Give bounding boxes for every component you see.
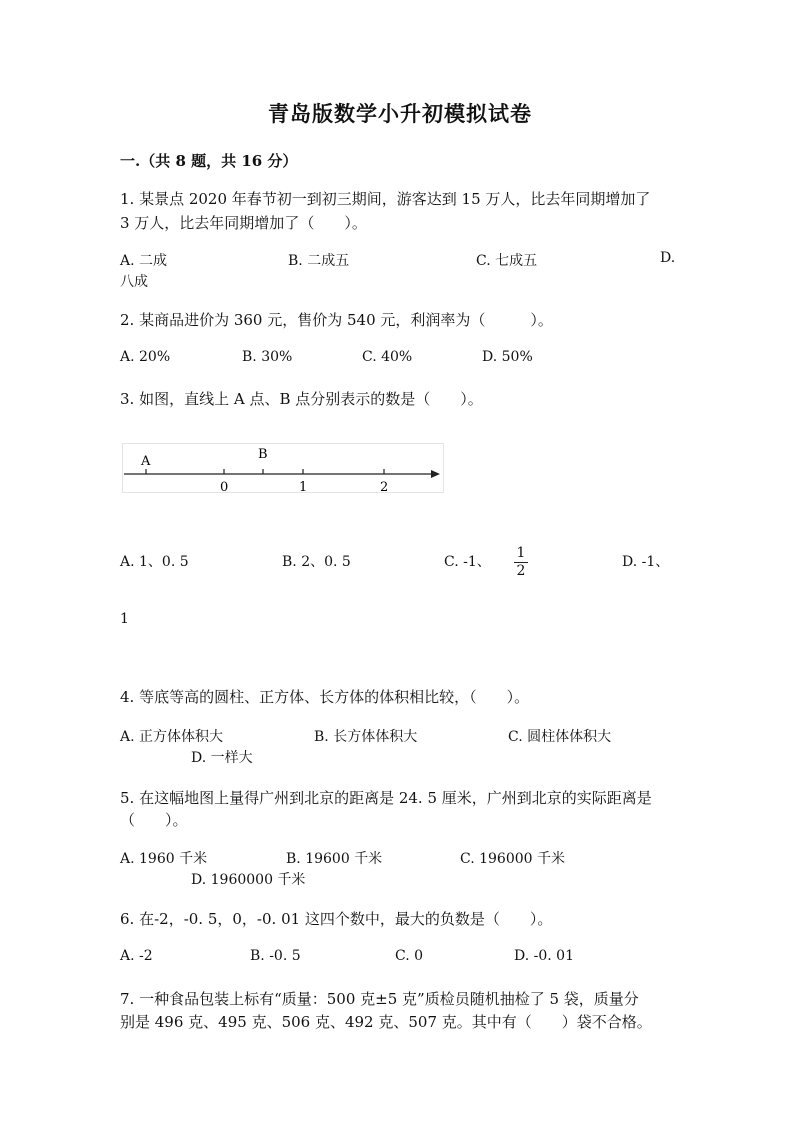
question-3-option-c: C. -1、 (444, 554, 491, 570)
question-7-line-1: 7. 一种食品包装上标有“质量：500 克±5 克”质检员随机抽检了 5 袋，质量分 (120, 990, 639, 1008)
tick-label-1: 1 (299, 480, 308, 493)
question-3-option-d-value: 1 (120, 611, 129, 627)
question-7-line-2: 别是 496 克、495 克、506 克、492 克、507 克。其中有（ ）袋不合格。 (120, 1013, 652, 1031)
question-4-option-d: D. 一样大 (191, 750, 253, 766)
question-2-option-a: A. 20% (120, 349, 171, 365)
question-2-option-b: B. 30% (242, 349, 293, 365)
section-heading: 一.（共 8 题，共 16 分） (120, 152, 298, 170)
question-2-option-c: C. 40% (362, 349, 413, 365)
page-title: 青岛版数学小升初模拟试卷 (268, 101, 532, 126)
tick-label-0: 0 (220, 480, 229, 493)
question-4-option-a: A. 正方体体积大 (120, 729, 224, 745)
fraction-numerator: 1 (516, 545, 526, 561)
figure-frame (123, 444, 444, 493)
question-3-option-a: A. 1、0. 5 (120, 554, 189, 570)
question-1-option-b: B. 二成五 (288, 253, 350, 269)
question-5-option-a: A. 1960 千米 (120, 851, 208, 867)
question-1-line-2: 3 万人，比去年同期增加了（ ）。 (120, 214, 367, 232)
question-1-option-d-text: 八成 (120, 274, 148, 290)
question-6-option-a: A. -2 (120, 948, 153, 964)
arrow-head-icon (431, 470, 440, 478)
question-2-text: 2. 某商品进价为 360 元，售价为 540 元，利润率为（ ）。 (120, 311, 553, 329)
question-5-line-1: 5. 在这幅地图上量得广州到北京的距离是 24. 5 厘米，广州到北京的实际距离是 (120, 789, 652, 807)
question-4-text: 4. 等底等高的圆柱、正方体、长方体的体积相比较，（ ）。 (120, 688, 530, 706)
fraction-denominator: 2 (516, 563, 526, 579)
question-5-option-c: C. 196000 千米 (460, 851, 566, 867)
question-4-option-b: B. 长方体体积大 (314, 729, 418, 745)
point-b-label: B (258, 447, 268, 462)
question-3-option-c-fraction (514, 546, 528, 579)
question-1-line-1: 1. 某景点 2020 年春节初一到初三期间，游客达到 15 万人，比去年同期增加了 (120, 190, 651, 208)
question-1-option-c: C. 七成五 (476, 253, 538, 269)
question-6-text: 6. 在-2，-0. 5，0，-0. 01 这四个数中，最大的负数是（ ）。 (120, 910, 553, 928)
question-4-option-c: C. 圆柱体体积大 (508, 729, 612, 745)
number-line-svg (122, 443, 444, 493)
tick-label-2: 2 (380, 480, 389, 493)
question-3-option-b: B. 2、0. 5 (282, 554, 351, 570)
question-1-option-a: A. 二成 (120, 253, 168, 269)
question-5-line-2: （ ）。 (120, 811, 188, 829)
question-6-option-d: D. -0. 01 (514, 948, 574, 964)
question-2-option-d: D. 50% (482, 349, 533, 365)
question-3-option-d: D. -1、 (622, 554, 670, 570)
point-a-label: A (141, 454, 151, 469)
number-line-figure (122, 443, 444, 493)
question-1-option-d-label: D. (660, 250, 676, 266)
question-3-text: 3. 如图，直线上 A 点、B 点分别表示的数是（ ）。 (120, 390, 483, 408)
question-5-option-b: B. 19600 千米 (286, 851, 383, 867)
question-5-option-d: D. 1960000 千米 (191, 872, 306, 888)
question-6-option-c: C. 0 (395, 948, 424, 964)
question-6-option-b: B. -0. 5 (250, 948, 301, 964)
